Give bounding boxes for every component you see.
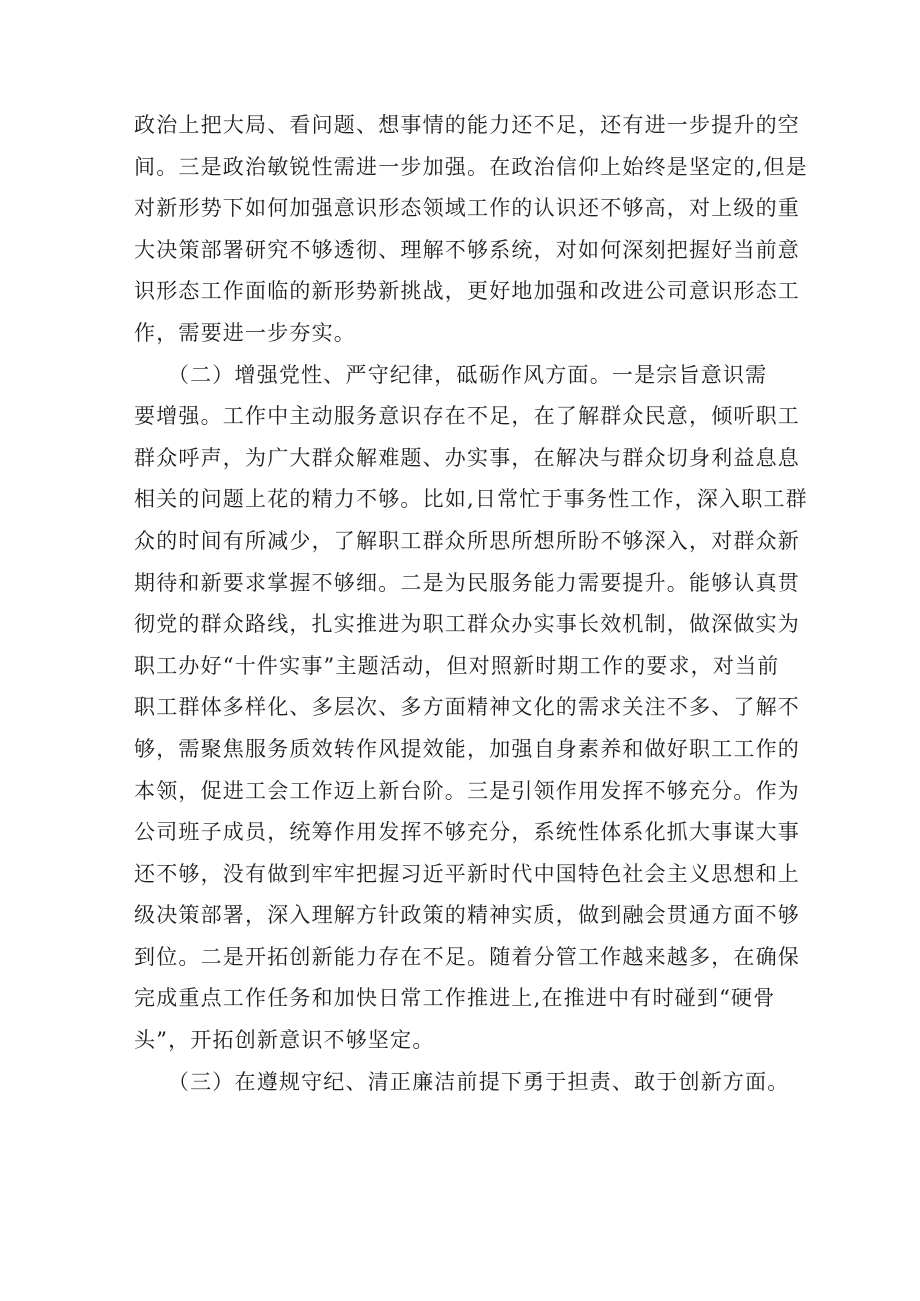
text-line: 要增强。工作中主动服务意识存在不足，在了解群众民意，倾听职工 [134,404,800,429]
document-body [134,105,808,1103]
text-line: 作，需要进一步夯实。 [134,320,356,345]
text-line: 相关的问题上花的精力不够。比如,日常忙于事务性工作，深入职工群 [134,487,808,512]
paragraph-heading-line: （二）增强党性、严守纪律，砥砺作风方面。一是宗旨意识需 [134,362,768,387]
text-line: 级决策部署，深入理解方针政策的精神实质，做到融会贯通方面不够 [134,903,800,928]
text-line: 群众呼声，为广大群众解难题、办实事，在解决与群众切身利益息息 [134,445,800,470]
text-line: 彻党的群众路线，扎实推进为职工群众办实事长效机制，做深做实为 [134,612,800,637]
text-line: 众的时间有所减少，了解职工群众所思所想所盼不够深入，对群众新 [134,528,800,553]
text-line: 识形态工作面临的新形势新挑战，更好地加强和改进公司意识形态工 [134,279,800,304]
text-line: 间。三是政治敏锐性需进一步加强。在政治信仰上始终是坚定的,但是 [134,154,808,179]
text-line: 期待和新要求掌握不够细。二是为民服务能力需要提升。能够认真贯 [134,570,800,595]
text-line: 完成重点工作任务和加快日常工作推进上,在推进中有时碰到“硬骨 [134,986,776,1011]
text-line: 政治上把大局、看问题、想事情的能力还不足，还有进一步提升的空 [134,113,800,137]
paragraph-heading-line: （三）在遵规守纪、清正廉洁前提下勇于担责、敢于创新方面。 [134,1069,790,1094]
text-line: 职工办好“十件实事”主题活动，但对照新时期工作的要求，对当前 [134,653,780,678]
text-line: 大决策部署研究不够透彻、理解不够系统，对如何深刻把握好当前意 [134,237,800,262]
text-line: 头”，开拓创新意识不够坚定。 [134,1028,435,1053]
text-line: 本领，促进工会工作迈上新台阶。三是引领作用发挥不够充分。作为 [134,778,800,803]
text-line: 公司班子成员，统筹作用发挥不够充分，系统性体系化抓大事谋大事 [134,820,800,845]
text-line: 职工群体多样化、多层次、多方面精神文化的需求关注不多、了解不 [134,695,800,720]
text-line: 到位。二是开拓创新能力存在不足。随着分管工作越来越多，在确保 [134,944,800,969]
text-line: 还不够，没有做到牢牢把握习近平新时代中国特色社会主义思想和上 [134,861,800,886]
text-line: 够，需聚焦服务质效转作风提效能，加强自身素养和做好职工工作的 [134,736,800,761]
text-line: 对新形势下如何加强意识形态领域工作的认识还不够高，对上级的重 [134,196,800,221]
